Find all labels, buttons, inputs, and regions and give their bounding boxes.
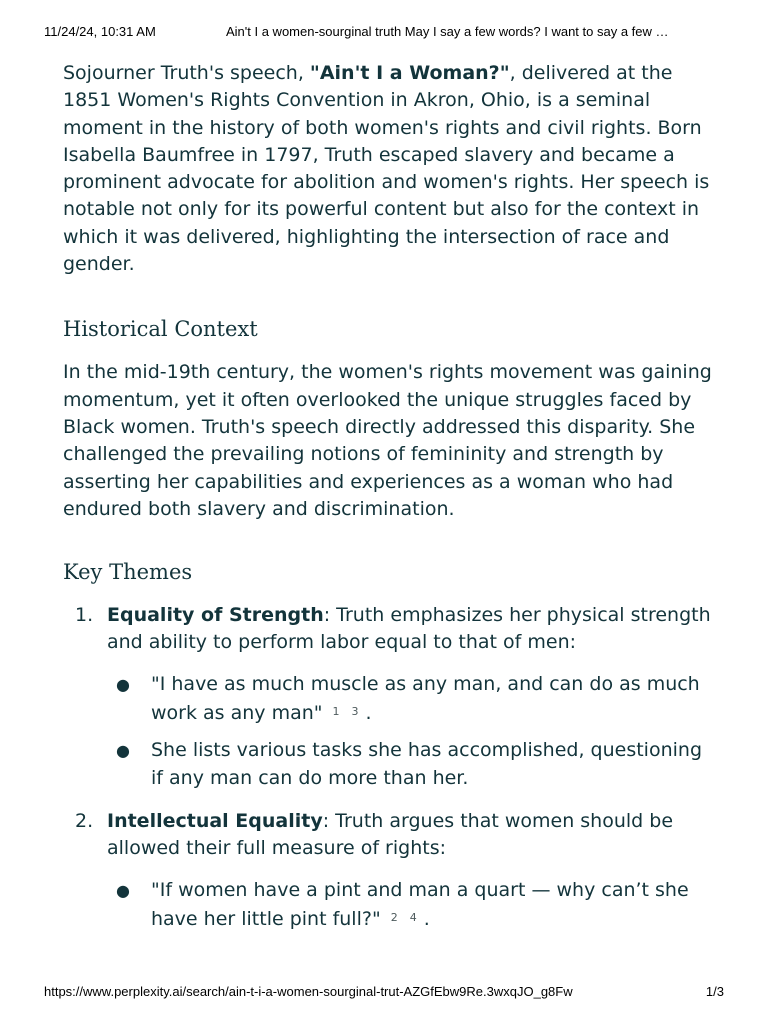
bullet-icon: ● — [116, 880, 130, 900]
theme-number: 1. — [75, 604, 94, 627]
theme-points — [107, 877, 713, 934]
intro-paragraph — [63, 60, 713, 278]
theme-item — [63, 602, 713, 792]
theme-points — [107, 671, 713, 792]
print-timestamp: 11/24/24, 10:31 AM — [44, 24, 156, 39]
page-url: https://www.perplexity.ai/search/ain-t-i-a-women-sourginal-trut-AZGfEbw9Re.3wxqJO_g8Fw — [44, 984, 573, 999]
point-end: . — [365, 702, 372, 725]
article-content — [63, 60, 713, 933]
theme-point — [107, 737, 713, 792]
citation-link[interactable]: 2 — [390, 910, 398, 924]
intro-text-start: Sojourner Truth's speech, — [63, 62, 310, 84]
point-text: "I have as much muscle as any man, and can do as much work as any man" — [151, 672, 700, 725]
intro-text-rest: , delivered at the 1851 Women's Rights Convention in Akron, Ohio, is a seminal moment in the history of both women's rights and civil rights. Born Isabella Baumfree in 1797, Truth escaped slavery and became a prominent advocate for abolition and women's rights. Her speech is notable not only for its powerful content but also for the context in which it was delivered, highlighting the intersection of race and gender. — [63, 62, 710, 276]
point-end: . — [423, 907, 430, 930]
historical-context-heading: Historical Context — [63, 317, 258, 342]
citation-link[interactable]: 1 — [332, 705, 340, 719]
theme-point — [107, 877, 713, 934]
theme-text: : Truth argues that women should be allowed their full measure of rights: — [107, 809, 674, 860]
point-text: She lists various tasks she has accomplished, questioning if any man can do more than her. — [151, 739, 703, 789]
historical-context-paragraph: In the mid-19th century, the women's rights movement was gaining momentum, yet it often overlooked the unique struggles faced by Black women. Truth's speech directly addressed this disparity. She challenged the prevailing notions of femininity and strength by asserting her capabilities and experiences as a woman who had endured both slavery and discrimination. — [63, 361, 712, 520]
theme-text: : Truth emphasizes her physical strength and ability to perform labor equal to that of men: — [107, 604, 711, 654]
citation-link[interactable]: 4 — [409, 910, 417, 924]
bullet-icon: ● — [116, 741, 130, 761]
print-page-title: Ain't I a women-sourginal truth May I say a few words? I want to say a few … — [226, 24, 669, 39]
theme-number: 2. — [75, 809, 94, 832]
citation-link[interactable]: 3 — [351, 705, 359, 719]
bullet-icon: ● — [116, 674, 130, 694]
theme-item — [63, 808, 713, 933]
print-footer — [44, 984, 724, 999]
key-themes-heading: Key Themes — [63, 560, 193, 585]
key-themes-list — [63, 602, 713, 933]
theme-point — [107, 671, 713, 728]
theme-title: Intellectual Equality — [107, 809, 323, 832]
theme-title: Equality of Strength — [107, 604, 324, 627]
print-header — [44, 24, 728, 39]
page-number: 1/3 — [705, 984, 724, 999]
point-text: "If women have a pint and man a quart — why can’t she have her little pint full?" — [151, 878, 689, 930]
speech-title: "Ain't I a Woman?" — [309, 62, 510, 84]
